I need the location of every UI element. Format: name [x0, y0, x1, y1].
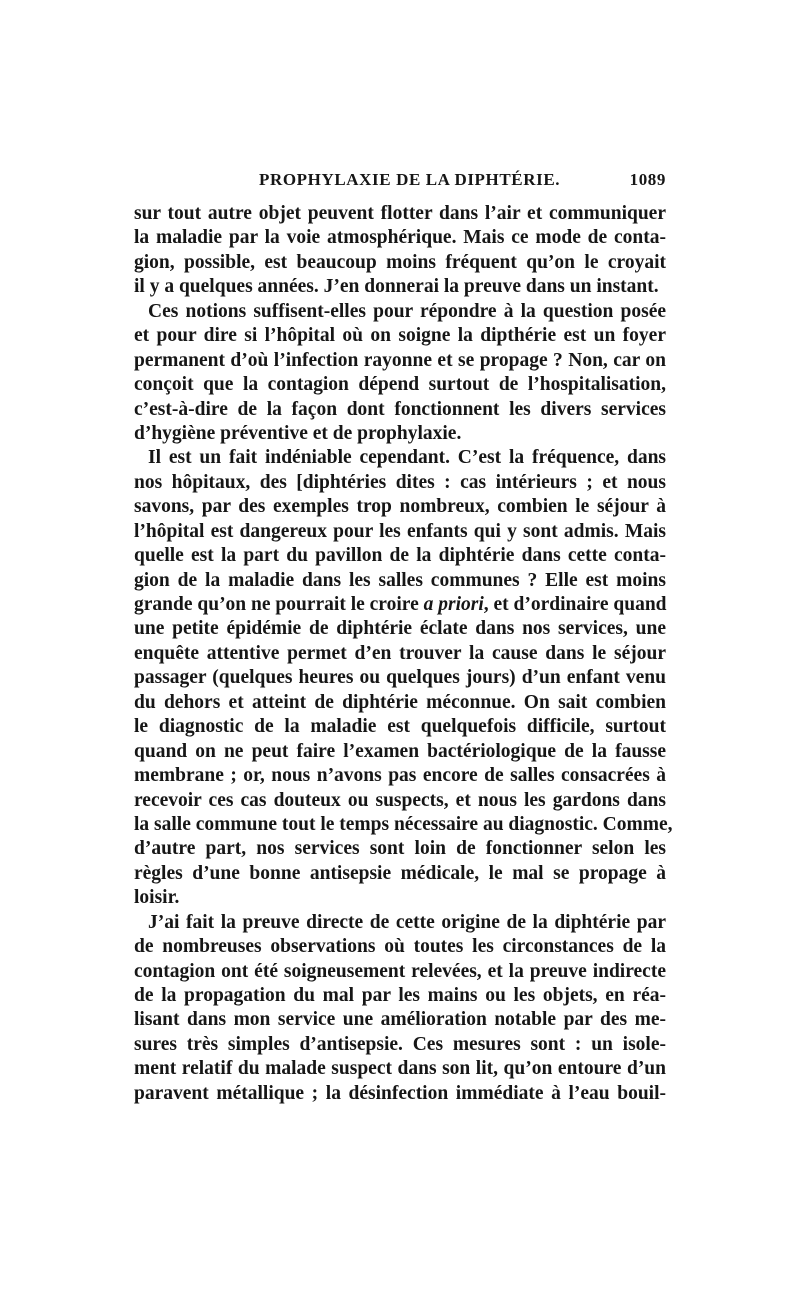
text-line: la maladie par la voie atmosphérique. Mais ce mode de conta- — [134, 227, 666, 249]
text-line: de nombreuses observations où toutes les circonstances de la — [134, 936, 666, 958]
paragraph-first-line: Ces notions suffisent-elles pour répondre à la question posée — [148, 300, 666, 322]
text-line: quelle est la part du pavillon de la diphtérie dans cette conta- — [134, 545, 666, 567]
text-line: l’hôpital est dangereux pour les enfants qui y sont admis. Mais — [134, 520, 666, 542]
text-line: permanent d’où l’infection rayonne et se propage ? Non, car on — [134, 349, 666, 371]
line-segment: , et d’ordinaire quand — [483, 594, 667, 615]
text-line: règles d’une bonne antisepsie médicale, le mal se propage à — [134, 862, 666, 884]
text-line: c’est-à-dire de la façon dont fonctionnent les divers services — [134, 398, 666, 420]
text-line: ment relatif du malade suspect dans son lit, qu’on entoure d’un — [134, 1058, 666, 1080]
text-line: le diagnostic de la maladie est quelquefois difficile, surtout — [134, 716, 666, 738]
text-line: gion, possible, est beaucoup moins fréquent qu’on le croyait — [134, 251, 666, 273]
running-head — [134, 168, 666, 198]
text-line-with-italic — [134, 593, 666, 617]
running-title: PROPHYLAXIE DE LA DIPHTÉRIE. — [259, 170, 561, 189]
text-line: d’autre part, nos services sont loin de fonctionner selon les — [134, 838, 666, 860]
text-line: sures très simples d’antisepsie. Ces mesures sont : un isole- — [134, 1033, 666, 1055]
italic-phrase: a priori — [423, 594, 484, 615]
text-line: conçoit que la contagion dépend surtout de l’hospitalisation, — [134, 374, 666, 396]
text-line: de la propagation du mal par les mains ou les objets, en réa- — [134, 985, 666, 1006]
text-line: savons, par des exemples trop nombreux, combien le séjour à — [134, 496, 666, 518]
text-line: quand on ne peut faire l’examen bactériologique de la fausse — [134, 740, 666, 762]
page-number: 1089 — [629, 170, 666, 189]
text-line: il y a quelques années. J’en donnerai la preuve dans un instant. — [134, 276, 659, 298]
text-line: membrane ; or, nous n’avons pas encore de salles consacrées à — [134, 765, 666, 787]
text-line: d’hygiène préventive et de prophylaxie. — [134, 422, 462, 444]
book-page — [134, 168, 673, 1106]
text-line: gion de la maladie dans les salles communes ? Elle est moins — [134, 569, 666, 591]
paragraph-first-line: Il est un fait indéniable cependant. C’est la fréquence, dans — [148, 447, 666, 469]
text-line: enquête attentive permet d’en trouver la cause dans le séjour — [134, 642, 666, 664]
text-line: contagion ont été soigneusement relevées, et la preuve indirecte — [134, 960, 666, 982]
text-line: du dehors et atteint de diphtérie méconnue. On sait combien — [134, 691, 666, 713]
text-line: lisant dans mon service une amélioration notable par des me- — [134, 1009, 666, 1031]
body-text — [134, 202, 673, 1106]
text-line: nos hôpitaux, des [diphtéries dites : cas intérieurs ; et nous — [134, 471, 666, 493]
text-line: sur tout autre objet peuvent flotter dans l’air et communiquer — [134, 203, 666, 224]
text-line: paravent métallique ; la désinfection immédiate à l’eau bouil- — [134, 1082, 666, 1104]
text-line: recevoir ces cas douteux ou suspects, et nous les gardons dans — [134, 789, 666, 811]
text-line: loisir. — [134, 887, 180, 909]
line-segment: grande qu’on ne pourrait le croire — [134, 594, 424, 615]
text-line: et pour dire si l’hôpital où on soigne la dipthérie est un foyer — [134, 325, 666, 347]
paragraph-first-line: J’ai fait la preuve directe de cette origine de la diphtérie par — [148, 911, 666, 933]
text-line: la salle commune tout le temps nécessaire au diagnostic. Comme, — [134, 813, 673, 835]
text-line: une petite épidémie de diphtérie éclate dans nos services, une — [134, 618, 666, 640]
text-line: passager (quelques heures ou quelques jours) d’un enfant venu — [134, 667, 666, 689]
